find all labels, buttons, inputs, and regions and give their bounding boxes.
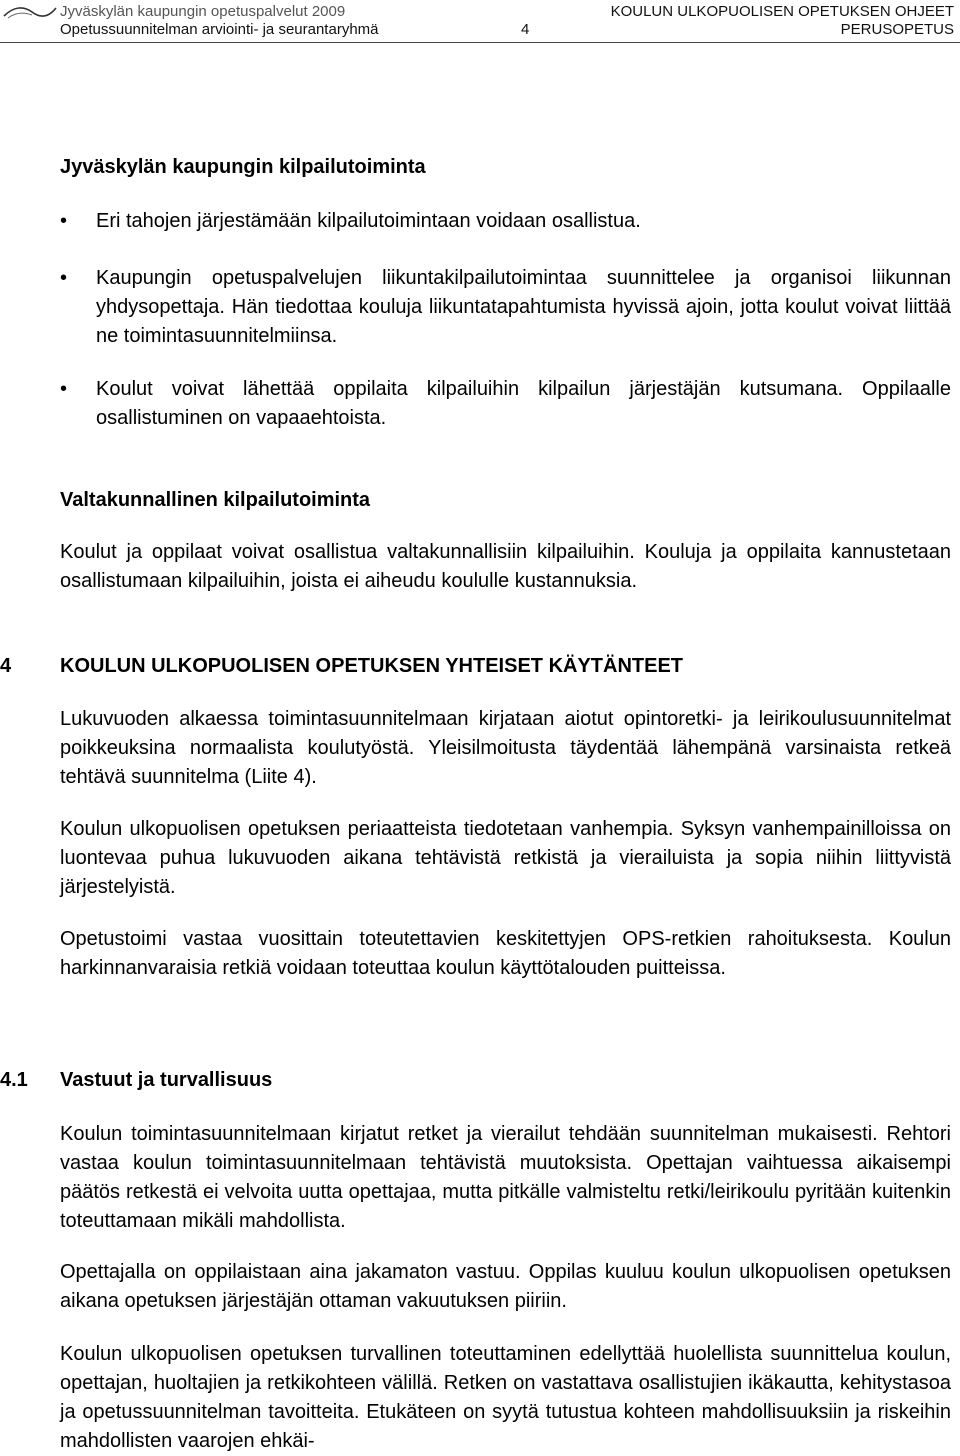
paragraph: Opettajalla on oppilaistaan aina jakamaton vastuu. Oppilas kuuluu koulun ulkopuolisen opetuksen aikana opetuksen järjestäjän ottaman vakuutuksen piiriin. — [60, 1261, 951, 1312]
subsection-title: Vastuut ja turvallisuus — [60, 1069, 273, 1091]
list-item-text: Koulut voivat lähettää oppilaita kilpailuihin kilpailun järjestäjän kutsumana. Oppilaalle osallistuminen on vapaaehtoista. — [96, 378, 951, 429]
bullet-icon: • — [60, 378, 68, 400]
paragraph: Koulut ja oppilaat voivat osallistua valtakunnallisiin kilpailuihin. Kouluja ja oppilaita kannustetaan osallistumaan kilpailuihin, joista ei aiheudu koululle kustannuksia. — [60, 541, 951, 592]
header-organization: Jyväskylän kaupungin opetuspalvelut 2009 — [60, 3, 346, 20]
list-item-text: Eri tahojen järjestämään kilpailutoimintaan voidaan osallistua. — [96, 210, 641, 232]
section-heading-city-competitions: Jyväskylän kaupungin kilpailutoiminta — [60, 156, 426, 178]
subsection-number: 4.1 — [0, 1069, 28, 1091]
header-document-subtitle: PERUSOPETUS — [840, 21, 954, 38]
paragraph: Opetustoimi vastaa vuosittain toteutettavien keskitettyjen OPS-retkien rahoituksesta. Koulun harkinnanvaraisia retkiä voidaan toteuttaa koulun käyttötalouden puitteissa. — [60, 928, 951, 979]
list-item-text: Kaupungin opetuspalvelujen liikuntakilpailutoimintaa suunnittelee ja organisoi liikunnan yhdysopettaja. Hän tiedottaa kouluja liikuntatapahtumista hyvissä ajoin, jotta koulut voivat liittää ne toimintasuunnitelmiinsa. — [96, 267, 951, 347]
paragraph: Koulun ulkopuolisen opetuksen turvallinen toteuttaminen edellyttää huolellista suunnittelua koulun, opettajan, huoltajien ja retkikohteen välillä. Retken on vastattava osallistujien ikäkautta, kehitystasoa ja opetussuunnitelman tavoitteita. Etukäteen on syytä tutustua kohteen mahdollisuuksiin ja riskeihin mahdollisten vaarojen ehkäi- — [60, 1343, 951, 1452]
bullet-icon: • — [60, 267, 68, 289]
paragraph: Lukuvuoden alkaessa toimintasuunnitelmaan kirjataan aiotut opintoretki- ja leirikoulusuunnitelmat poikkeuksina normaalista koulutyöstä. Yleisilmoitusta täydentää lähempänä varsinaista retkeä tehtävä suunnitelma (Liite 4). — [60, 708, 951, 788]
bullet-icon: • — [60, 210, 68, 232]
city-logo-icon — [2, 4, 58, 20]
header-divider — [0, 42, 960, 43]
page-number: 4 — [521, 21, 530, 38]
chapter-number: 4 — [0, 655, 12, 677]
paragraph: Koulun ulkopuolisen opetuksen periaatteista tiedotetaan vanhempia. Syksyn vanhempainilloissa on luontevaa puhua lukuvuoden aikana tehtävistä retkistä ja vierailuista ja sopia niihin liittyvistä järjestelyistä. — [60, 818, 951, 898]
header-document-title: KOULUN ULKOPUOLISEN OPETUKSEN OHJEET — [610, 3, 954, 20]
paragraph: Koulun toimintasuunnitelmaan kirjatut retket ja vierailut tehdään suunnitelman mukaisesti. Rehtori vastaa koulun toimintasuunnitelmaan tehtävistä muutoksista. Opettajan vaihtuessa aikaisempi päätös retkestä ei velvoita uutta opettajaa, mutta pitkälle valmisteltu retki/leirikoulu pyritään kuitenkin toteuttamaan mikäli mahdollista. — [60, 1123, 951, 1232]
header-group: Opetussuunnitelman arviointi- ja seurantaryhmä — [60, 21, 379, 38]
chapter-title: KOULUN ULKOPUOLISEN OPETUKSEN YHTEISET KÄYTÄNTEET — [60, 655, 684, 677]
page-header — [0, 0, 960, 44]
section-heading-national-competitions: Valtakunnallinen kilpailutoiminta — [60, 489, 371, 511]
